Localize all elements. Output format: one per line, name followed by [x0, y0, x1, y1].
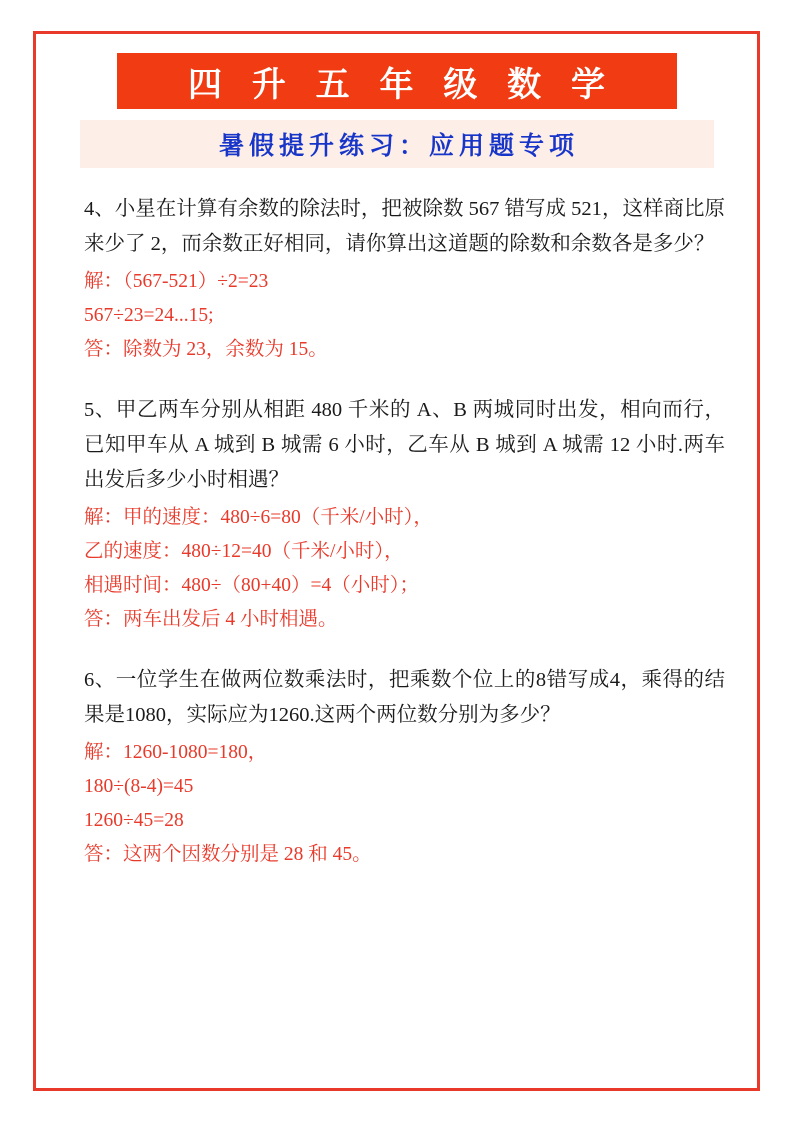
- title-banner: [117, 53, 677, 109]
- problem-item: [84, 663, 725, 872]
- problem-item: [84, 393, 725, 637]
- problem-question: 6、一位学生在做两位数乘法时，把乘数个位上的8错写成4，乘得的结果是1080，实际应为1260.这两个两位数分别为多少？: [84, 669, 725, 726]
- page-inner: [36, 34, 757, 1088]
- problem-item: [84, 192, 725, 367]
- answer-line: 567÷23=24...15;: [84, 305, 214, 326]
- subtitle-banner: [80, 120, 714, 168]
- answer-line: 1260÷45=28: [84, 810, 184, 831]
- page-subtitle: 暑假提升练习：应用题专项: [218, 131, 579, 160]
- problems-list: [62, 192, 731, 872]
- answer-line: 乙的速度：480÷12=40（千米/小时），: [84, 541, 404, 562]
- answer-line: 解：甲的速度：480÷6=80（千米/小时），: [84, 507, 433, 528]
- answer-line: 答：除数为 23，余数为 15。: [84, 339, 328, 360]
- problem-question: 5、甲乙两车分别从相距 480 千米的 A、B 两城同时出发，相向而行，已知甲车从 A 城到 B 城需 6 小时，乙车从 B 城到 A 城需 12 小时.两车出发后多少小时相遇？: [84, 399, 725, 491]
- worksheet-page: [33, 31, 760, 1091]
- answer-line: 解：（567-521）÷2=23: [84, 271, 269, 292]
- answer-line: 答：两车出发后 4 小时相遇。: [84, 609, 338, 630]
- answer-line: 180÷(8-4)=45: [84, 776, 194, 797]
- problem-question: 4、小星在计算有余数的除法时，把被除数 567 错写成 521，这样商比原来少了 2，而余数正好相同，请你算出这道题的除数和余数各是多少？: [84, 198, 725, 255]
- page-title: 四 升 五 年 级 数 学: [187, 64, 615, 105]
- answer-line: 答：这两个因数分别是 28 和 45。: [84, 844, 372, 865]
- answer-line: 解：1260-1080=180，: [84, 742, 268, 763]
- answer-line: 相遇时间：480÷（80+40）=4（小时）；: [84, 575, 419, 596]
